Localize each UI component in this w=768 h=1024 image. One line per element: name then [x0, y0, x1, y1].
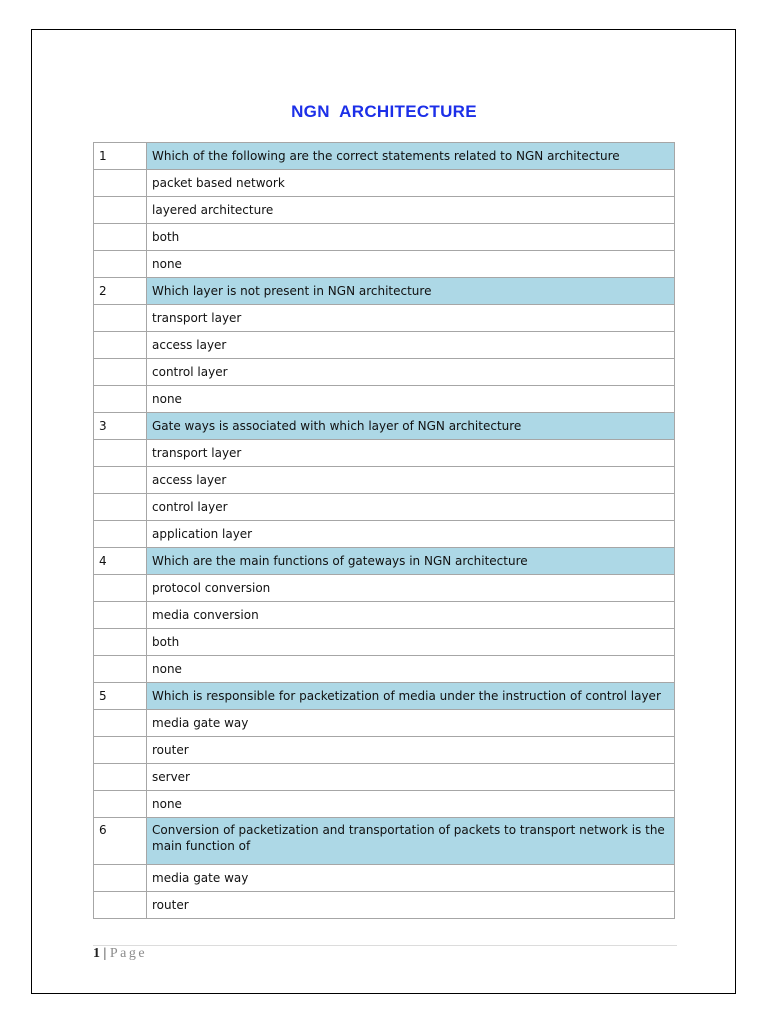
option-text: none	[147, 656, 675, 683]
footer-divider	[93, 945, 677, 946]
question-text: Conversion of packetization and transportation of packets to transport network is the main function of	[147, 818, 675, 865]
empty-cell	[94, 629, 147, 656]
empty-cell	[94, 710, 147, 737]
question-text: Which is responsible for packetization of media under the instruction of control layer	[147, 683, 675, 710]
option-row	[94, 197, 675, 224]
question-number: 2	[94, 278, 147, 305]
page-label: Page	[109, 946, 148, 961]
option-text: media gate way	[147, 710, 675, 737]
option-text: protocol conversion	[147, 575, 675, 602]
option-row	[94, 764, 675, 791]
empty-cell	[94, 494, 147, 521]
option-text: media gate way	[147, 865, 675, 892]
question-number: 1	[94, 143, 147, 170]
empty-cell	[94, 251, 147, 278]
question-row	[94, 818, 675, 865]
empty-cell	[94, 332, 147, 359]
question-number: 3	[94, 413, 147, 440]
question-row	[94, 413, 675, 440]
option-row	[94, 656, 675, 683]
option-text: server	[147, 764, 675, 791]
question-row	[94, 683, 675, 710]
quiz-table	[93, 142, 675, 919]
empty-cell	[94, 305, 147, 332]
option-row	[94, 737, 675, 764]
option-row	[94, 521, 675, 548]
option-text: both	[147, 629, 675, 656]
option-row	[94, 440, 675, 467]
empty-cell	[94, 892, 147, 919]
option-text: control layer	[147, 494, 675, 521]
option-text: router	[147, 892, 675, 919]
option-row	[94, 332, 675, 359]
empty-cell	[94, 440, 147, 467]
empty-cell	[94, 656, 147, 683]
empty-cell	[94, 764, 147, 791]
empty-cell	[94, 791, 147, 818]
page-number: 1	[93, 946, 100, 961]
empty-cell	[94, 224, 147, 251]
option-row	[94, 791, 675, 818]
question-text: Which are the main functions of gateways in NGN architecture	[147, 548, 675, 575]
empty-cell	[94, 575, 147, 602]
question-row	[94, 143, 675, 170]
empty-cell	[94, 170, 147, 197]
empty-cell	[94, 521, 147, 548]
question-text: Gate ways is associated with which layer of NGN architecture	[147, 413, 675, 440]
option-text: layered architecture	[147, 197, 675, 224]
option-text: control layer	[147, 359, 675, 386]
option-row	[94, 629, 675, 656]
question-number: 6	[94, 818, 147, 865]
empty-cell	[94, 197, 147, 224]
question-number: 5	[94, 683, 147, 710]
option-text: none	[147, 251, 675, 278]
empty-cell	[94, 359, 147, 386]
option-text: transport layer	[147, 440, 675, 467]
question-text: Which layer is not present in NGN architecture	[147, 278, 675, 305]
option-row	[94, 251, 675, 278]
empty-cell	[94, 737, 147, 764]
option-row	[94, 494, 675, 521]
option-text: none	[147, 386, 675, 413]
question-text: Which of the following are the correct statements related to NGN architecture	[147, 143, 675, 170]
option-row	[94, 575, 675, 602]
option-text: access layer	[147, 332, 675, 359]
question-row	[94, 548, 675, 575]
option-row	[94, 467, 675, 494]
option-text: none	[147, 791, 675, 818]
option-row	[94, 224, 675, 251]
option-text: media conversion	[147, 602, 675, 629]
empty-cell	[94, 865, 147, 892]
question-row	[94, 278, 675, 305]
document-title: NGN ARCHITECTURE	[291, 102, 477, 121]
option-row	[94, 602, 675, 629]
empty-cell	[94, 467, 147, 494]
option-row	[94, 305, 675, 332]
option-row	[94, 710, 675, 737]
option-row	[94, 386, 675, 413]
page-footer	[93, 946, 147, 962]
option-text: router	[147, 737, 675, 764]
option-row	[94, 359, 675, 386]
question-number: 4	[94, 548, 147, 575]
option-row	[94, 892, 675, 919]
option-text: transport layer	[147, 305, 675, 332]
empty-cell	[94, 602, 147, 629]
option-row	[94, 865, 675, 892]
page-separator: |	[103, 946, 107, 961]
empty-cell	[94, 386, 147, 413]
option-text: packet based network	[147, 170, 675, 197]
option-text: application layer	[147, 521, 675, 548]
option-row	[94, 170, 675, 197]
option-text: both	[147, 224, 675, 251]
option-text: access layer	[147, 467, 675, 494]
